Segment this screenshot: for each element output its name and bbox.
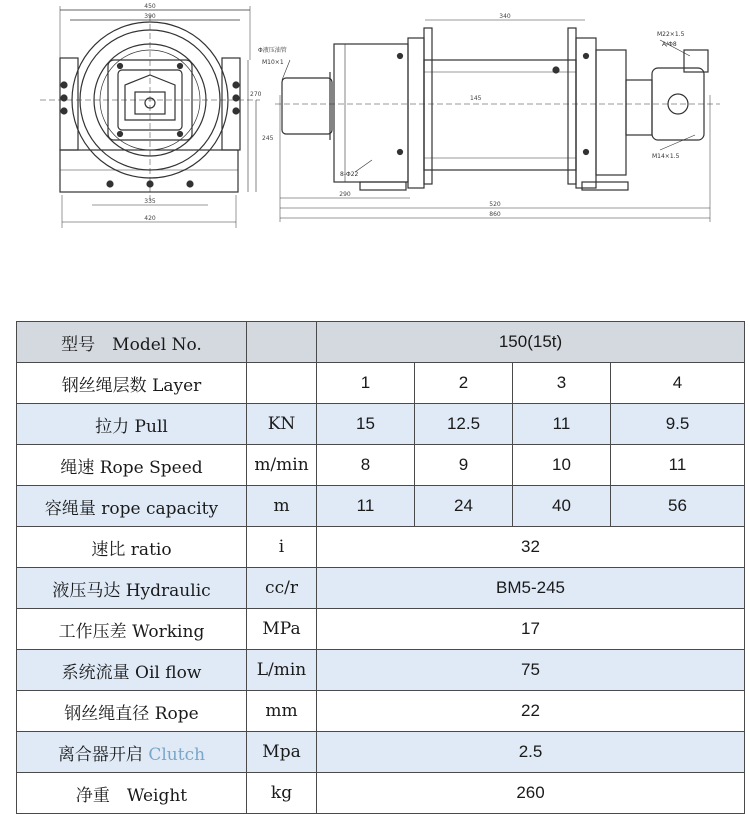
unit-oil-flow: L/min xyxy=(247,650,317,691)
callout-a-port: A/Φ8 xyxy=(662,41,677,48)
callout-m10: M10×1 xyxy=(262,59,284,66)
callout-m14: M14×1.5 xyxy=(652,153,680,160)
table-row-model xyxy=(17,322,745,363)
table-row-working xyxy=(17,609,745,650)
value-pull-4: 9.5 xyxy=(611,404,745,445)
dim-390: 390 xyxy=(144,13,156,20)
value-rope-speed-2: 9 xyxy=(415,445,513,486)
dim-420: 420 xyxy=(144,215,156,222)
value-rope-speed-1: 8 xyxy=(317,445,415,486)
unit-ratio: i xyxy=(247,527,317,568)
spec-table xyxy=(16,321,745,814)
value-rope-speed-4: 11 xyxy=(611,445,745,486)
value-hydraulic: BM5-245 xyxy=(317,568,745,609)
label-rope: 钢丝绳直径 Rope xyxy=(17,691,247,732)
unit-weight: kg xyxy=(247,773,317,814)
table-row-layer xyxy=(17,363,745,404)
table-row-pull xyxy=(17,404,745,445)
label-hydraulic: 液压马达 Hydraulic xyxy=(17,568,247,609)
dim-270: 270 xyxy=(250,91,262,98)
label-pull: 拉力 Pull xyxy=(17,404,247,445)
unit-rope-speed: m/min xyxy=(247,445,317,486)
label-clutch-en: Clutch xyxy=(148,744,206,765)
unit-clutch: Mpa xyxy=(247,732,317,773)
label-rope-speed: 绳速 Rope Speed xyxy=(17,445,247,486)
label-weight: 净重 Weight xyxy=(17,773,247,814)
unit-hydraulic: cc/r xyxy=(247,568,317,609)
unit-rope: mm xyxy=(247,691,317,732)
value-pull-2: 12.5 xyxy=(415,404,513,445)
unit-working: MPa xyxy=(247,609,317,650)
dim-340: 340 xyxy=(499,13,511,20)
value-pull-3: 11 xyxy=(513,404,611,445)
table-row-rope-capacity xyxy=(17,486,745,527)
unit-model xyxy=(247,322,317,363)
label-working: 工作压差 Working xyxy=(17,609,247,650)
callout-m22: M22×1.5 xyxy=(657,31,685,38)
label-rope-capacity: 容绳量 rope capacity xyxy=(17,486,247,527)
label-clutch xyxy=(17,732,247,773)
value-weight: 260 xyxy=(317,773,745,814)
value-rope-capacity-4: 56 xyxy=(611,486,745,527)
value-working: 17 xyxy=(317,609,745,650)
front-view xyxy=(40,6,260,228)
value-clutch: 2.5 xyxy=(317,732,745,773)
value-model: 150(15t) xyxy=(317,322,745,363)
unit-rope-capacity: m xyxy=(247,486,317,527)
value-oil-flow: 75 xyxy=(317,650,745,691)
label-oil-flow: 系统流量 Oil flow xyxy=(17,650,247,691)
table-row-rope xyxy=(17,691,745,732)
value-rope-capacity-3: 40 xyxy=(513,486,611,527)
value-rope: 22 xyxy=(317,691,745,732)
value-layer-1: 1 xyxy=(317,363,415,404)
dim-335: 335 xyxy=(144,198,156,205)
dim-145: 145 xyxy=(470,95,482,102)
dim-450: 450 xyxy=(144,3,156,10)
value-ratio: 32 xyxy=(317,527,745,568)
label-clutch-cn: 离合器开启 xyxy=(57,744,143,765)
winch-technical-drawing xyxy=(0,0,750,300)
value-rope-capacity-1: 11 xyxy=(317,486,415,527)
value-pull-1: 15 xyxy=(317,404,415,445)
label-ratio: 速比 ratio xyxy=(17,527,247,568)
dim-860: 860 xyxy=(489,211,501,218)
value-layer-3: 3 xyxy=(513,363,611,404)
callout-bolt: 8-Φ22 xyxy=(340,171,359,178)
dim-245: 245 xyxy=(262,135,274,142)
table-row-clutch xyxy=(17,732,745,773)
dim-290: 290 xyxy=(339,191,351,198)
value-rope-speed-3: 10 xyxy=(513,445,611,486)
dim-520: 520 xyxy=(489,201,501,208)
unit-layer xyxy=(247,363,317,404)
value-rope-capacity-2: 24 xyxy=(415,486,513,527)
table-row-weight xyxy=(17,773,745,814)
value-layer-2: 2 xyxy=(415,363,513,404)
value-layer-4: 4 xyxy=(611,363,745,404)
table-row-oil-flow xyxy=(17,650,745,691)
label-layer: 钢丝绳层数 Layer xyxy=(17,363,247,404)
table-row-ratio xyxy=(17,527,745,568)
unit-pull: KN xyxy=(247,404,317,445)
callout-hose: Φ液压油管 xyxy=(258,47,287,54)
table-row-rope-speed xyxy=(17,445,745,486)
table-row-hydraulic xyxy=(17,568,745,609)
label-model: 型号 Model No. xyxy=(17,322,247,363)
